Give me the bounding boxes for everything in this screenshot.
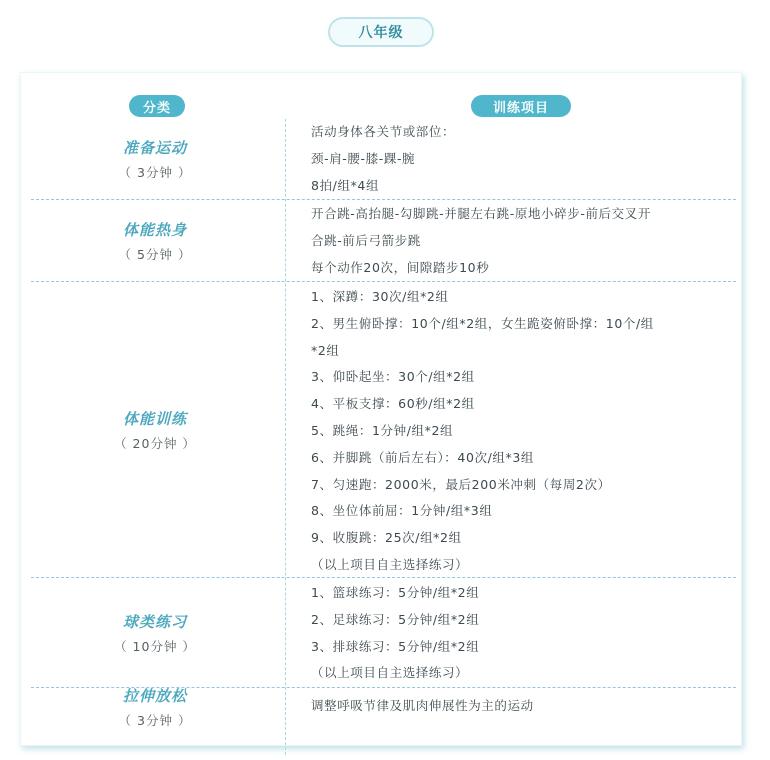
item-line: 7、匀速跑：2000米，最后200米冲刺（每周2次） — [311, 476, 611, 492]
item-line: 活动身体各关节或部位： — [311, 124, 456, 139]
column-divider — [285, 119, 286, 755]
items-ball-practice — [311, 580, 739, 687]
category-name: 球类练习 — [119, 611, 191, 632]
items-fitness-training — [311, 284, 739, 579]
category-duration: （ 5分钟 ） — [118, 247, 192, 262]
item-line: 4、平板支撑：60秒/组*2组 — [311, 396, 475, 412]
item-line: 1、深蹲：30次/组*2组 — [311, 289, 449, 304]
category-duration: （ 20分钟 ） — [114, 436, 196, 451]
category-name: 拉伸放松 — [119, 685, 191, 706]
grade-title: 八年级 — [328, 17, 434, 47]
item-line: 8、坐位体前屈：1分钟/组*3组 — [311, 503, 493, 519]
item-line: 开合跳-高抬腿-勾脚跳-并腿左右跳-原地小碎步-前后交叉开 — [311, 206, 651, 221]
category-warmup — [41, 137, 269, 181]
category-fitness-warmup — [41, 219, 269, 263]
item-line: 调整呼吸节律及肌肉伸展性为主的运动 — [311, 698, 534, 713]
item-line: 9、收腹跳：25次/组*2组 — [311, 530, 462, 546]
item-line: 1、篮球练习：5分钟/组*2组 — [311, 585, 480, 600]
item-line: 5、跳绳：1分钟/组*2组 — [311, 422, 454, 438]
item-line: 8拍/组*4组 — [311, 177, 380, 193]
item-line: 合跳-前后弓箭步跳 — [311, 232, 421, 248]
item-line: 3、排球练习：5分钟/组*2组 — [311, 638, 480, 654]
item-line: *2组 — [311, 342, 340, 358]
items-warmup — [311, 119, 739, 199]
item-line: 颈-肩-腰-膝-踝-腕 — [311, 150, 416, 166]
item-line: （以上项目自主选择练习） — [311, 556, 469, 572]
item-line: 2、男生俯卧撑：10个/组*2组，女生跪姿俯卧撑：10个/组 — [311, 315, 654, 331]
item-line: 每个动作20次，间隙踏步10秒 — [311, 259, 490, 275]
category-name: 体能热身 — [119, 219, 191, 240]
header-training-items: 训练项目 — [471, 95, 571, 117]
header-category: 分类 — [129, 95, 185, 117]
category-name: 体能训练 — [119, 408, 191, 429]
category-ball-practice — [41, 611, 269, 655]
items-stretching — [311, 693, 739, 720]
items-fitness-warmup — [311, 201, 739, 281]
item-line: 2、足球练习：5分钟/组*2组 — [311, 611, 480, 627]
category-duration: （ 10分钟 ） — [114, 639, 196, 654]
item-line: （以上项目自主选择练习） — [311, 665, 469, 681]
item-line: 6、并脚跳（前后左右）：40次/组*3组 — [311, 449, 535, 465]
training-table — [20, 72, 742, 746]
category-duration: （ 3分钟 ） — [118, 713, 192, 728]
category-duration: （ 3分钟 ） — [118, 165, 192, 180]
category-fitness-training — [41, 408, 269, 452]
category-stretching — [41, 685, 269, 729]
item-line: 3、仰卧起坐：30个/组*2组 — [311, 369, 475, 385]
category-name: 准备运动 — [119, 137, 191, 158]
